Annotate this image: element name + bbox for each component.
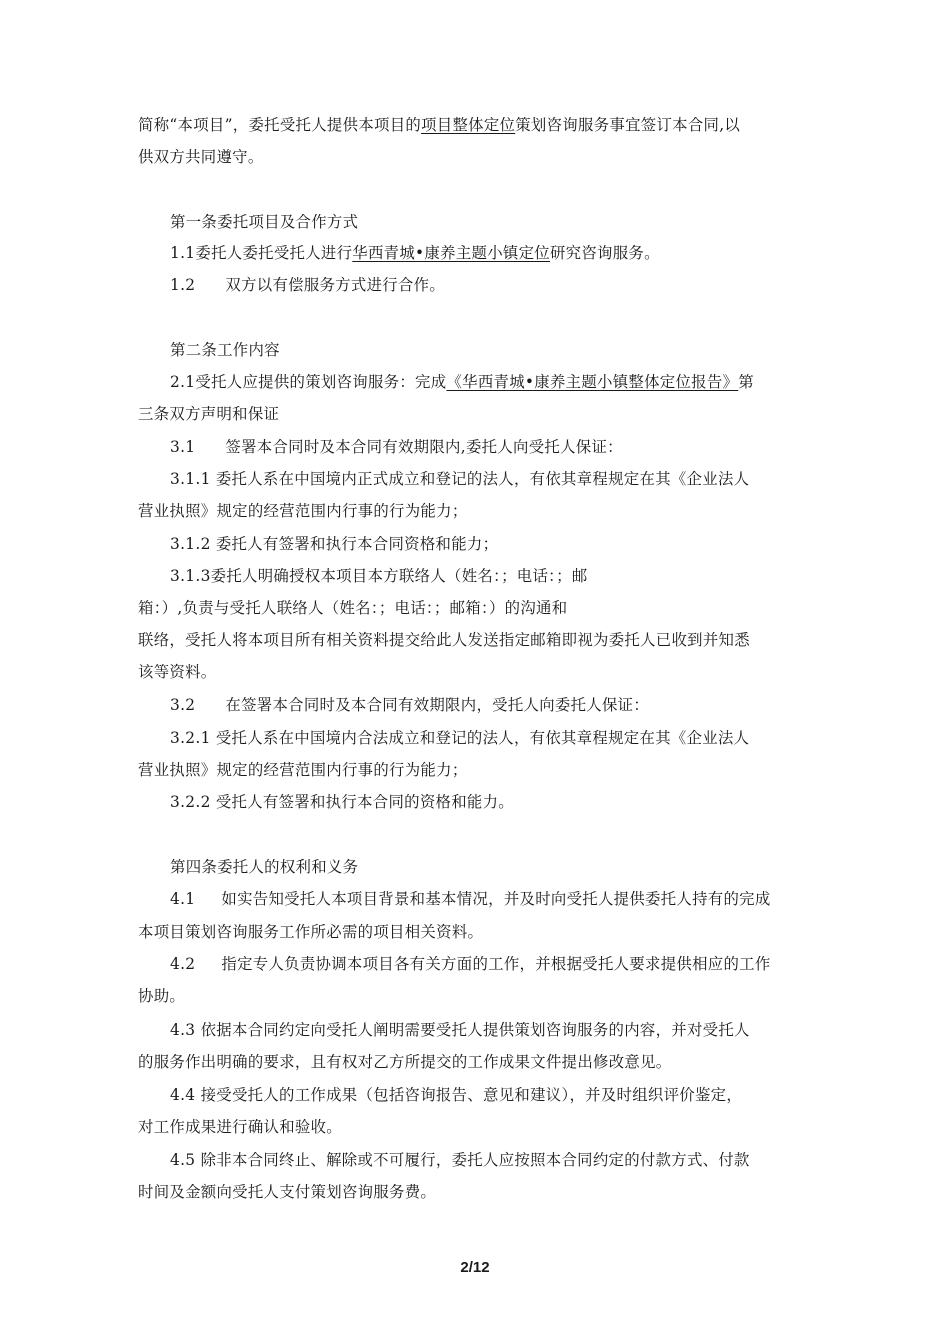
clause-1-1 bbox=[170, 242, 660, 264]
intro-line-1 bbox=[138, 114, 740, 136]
intro-line-2: 供双方共同遵守。 bbox=[138, 148, 264, 166]
clause-number: 4.1 bbox=[170, 890, 196, 908]
article-4-heading: 第四条委托人的权利和义务 bbox=[170, 858, 359, 876]
clause-4-2-line-1 bbox=[170, 953, 771, 975]
clause-text: 2.1受托人应提供的策划咨询服务：完成 bbox=[170, 373, 447, 391]
clause-3-2 bbox=[170, 694, 649, 716]
clause-text: 研究咨询服务。 bbox=[549, 244, 660, 262]
clause-3-2-1-line-2: 营业执照》规定的经营范围内行事的行为能力； bbox=[138, 761, 468, 779]
clause-text: 双方以有偿服务方式进行合作。 bbox=[225, 276, 446, 294]
clause-number: 4.2 bbox=[170, 955, 196, 973]
page-number: 2/12 bbox=[460, 1259, 490, 1276]
clause-text: 1.1委托人委托受托人进行 bbox=[170, 244, 353, 262]
clause-2-1 bbox=[170, 371, 754, 393]
clause-4-4-line-2: 对工作成果进行确认和验收。 bbox=[138, 1118, 342, 1136]
clause-4-1-line-2: 本项目策划咨询服务工作所必需的项目相关资料。 bbox=[138, 923, 484, 941]
clause-3-2-2: 3.2.2 受托人有签署和执行本合同的资格和能力。 bbox=[170, 793, 514, 811]
clause-number: 3.1 bbox=[170, 438, 196, 456]
clause-3-1-3-line-3: 联络，受托人将本项目所有相关资料提交给此人发送指定邮箱即视为委托人已收到并知悉 bbox=[138, 631, 750, 649]
clause-underlined-term: 华西青城•康养主题小镇定位 bbox=[352, 244, 550, 262]
intro-text: 简称“本项目”，委托受托人提供本项目的 bbox=[138, 116, 422, 134]
document-page bbox=[138, 0, 818, 1344]
clause-3-1-3-line-2: 箱：）,负责与受托人联络人（姓名：；电话：；邮箱：）的沟通和 bbox=[138, 599, 568, 617]
article-1-heading: 第一条委托项目及合作方式 bbox=[170, 213, 359, 231]
clause-4-5-line-1: 4.5 除非本合同终止、解除或不可履行，委托人应按照本合同约定的付款方式、付款 bbox=[170, 1151, 750, 1169]
clause-3-1-3-line-1: 3.1.3委托人明确授权本项目本方联络人（姓名：；电话：；邮 bbox=[170, 567, 588, 585]
clause-3-1-3-line-4: 该等资料。 bbox=[138, 663, 217, 681]
clause-text: 在签署本合同时及本合同有效期限内，受托人向委托人保证： bbox=[225, 696, 650, 714]
clause-underlined-term: 《华西青城•康养主题小镇整体定位报告》 bbox=[446, 373, 739, 391]
clause-3-1-1-line-1: 3.1.1 委托人系在中国境内正式成立和登记的法人，有依其章程规定在其《企业法人 bbox=[170, 470, 750, 488]
clause-3-1 bbox=[170, 436, 623, 458]
clause-3-2-1-line-1: 3.2.1 受托人系在中国境内合法成立和登记的法人，有依其章程规定在其《企业法人 bbox=[170, 729, 750, 747]
article-3-heading: 三条双方声明和保证 bbox=[138, 405, 280, 423]
intro-underlined-term: 项目整体定位 bbox=[421, 116, 516, 134]
clause-text: 指定专人负责协调本项目各有关方面的工作，并根据受托人要求提供相应的工作 bbox=[221, 955, 771, 973]
clause-number: 1.2 bbox=[170, 276, 196, 294]
article-2-heading: 第二条工作内容 bbox=[170, 341, 280, 359]
clause-text: 第 bbox=[738, 373, 754, 391]
clause-4-2-line-2: 协助。 bbox=[138, 987, 186, 1005]
clause-4-3-line-2: 的服务作出明确的要求，且有权对乙方所提交的工作成果文件提出修改意见。 bbox=[138, 1053, 672, 1071]
clause-4-1-line-1 bbox=[170, 888, 771, 910]
clause-number: 3.2 bbox=[170, 696, 196, 714]
clause-3-1-2: 3.1.2 委托人有签署和执行本合同资格和能力； bbox=[170, 535, 499, 553]
clause-text: 签署本合同时及本合同有效期限内,委托人向受托人保证： bbox=[225, 438, 623, 456]
clause-4-4-line-1: 4.4 接受受托人的工作成果（包括咨询报告、意见和建议），并及时组织评价鉴定， bbox=[170, 1086, 743, 1104]
clause-3-1-1-line-2: 营业执照》规定的经营范围内行事的行为能力； bbox=[138, 502, 468, 520]
clause-4-3-line-1: 4.3 依据本合同约定向受托人阐明需要受托人提供策划咨询服务的内容，并对受托人 bbox=[170, 1021, 750, 1039]
clause-4-5-line-2: 时间及金额向受托人支付策划咨询服务费。 bbox=[138, 1183, 437, 1201]
intro-text: 策划咨询服务事宜签订本合同,以 bbox=[515, 116, 741, 134]
clause-text: 如实告知受托人本项目背景和基本情况，并及时向受托人提供委托人持有的完成 bbox=[221, 890, 771, 908]
clause-1-2 bbox=[170, 274, 445, 296]
